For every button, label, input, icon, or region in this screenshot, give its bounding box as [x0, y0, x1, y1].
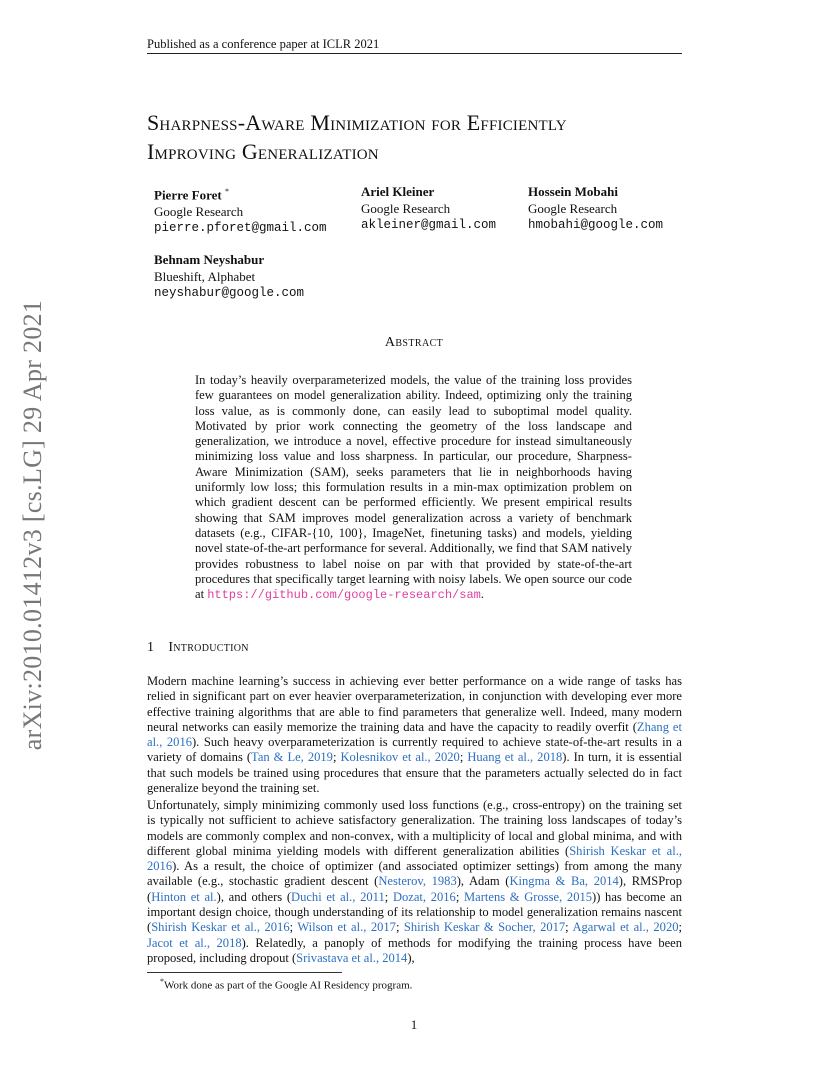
text-run: ; — [459, 750, 468, 765]
author-affiliation: Blueshift, Alphabet — [154, 269, 256, 284]
footnote-text: Work done as part of the Google AI Residency program. — [164, 979, 413, 992]
author-block-mobahi — [528, 183, 663, 234]
section-title: Introduction — [168, 640, 249, 655]
author-name: Ariel Kleiner — [361, 184, 435, 199]
citation-link[interactable]: Dozat, 2016 — [392, 889, 456, 904]
running-header: Published as a conference paper at ICLR 2021 — [147, 37, 380, 51]
arxiv-identifier: arXiv:2010.01412v3 [cs.LG] 29 Apr 2021 — [18, 299, 47, 751]
author-name: Hossein Mobahi — [528, 184, 618, 199]
citation-link[interactable]: Kolesnikov et al., 2020 — [340, 750, 460, 765]
author-block-foret — [154, 183, 327, 237]
intro-paragraph-1 — [147, 674, 682, 796]
text-run: ), Adam ( — [456, 874, 510, 889]
text-run: ; — [455, 889, 464, 904]
author-name: Pierre Foret — [154, 187, 222, 203]
author-email: neyshabur@google.com — [154, 286, 305, 300]
author-email: hmobahi@google.com — [528, 218, 664, 232]
text-run: ). Such heavy overparameterization is currently required to achieve state-of-the-art results in a variety of domains ( — [147, 735, 682, 765]
citation-link[interactable]: Nesterov, 1983 — [378, 874, 457, 889]
citation-link[interactable]: Huang et al., 2018 — [467, 750, 563, 765]
header-rule — [147, 53, 682, 54]
text-run: ; — [678, 920, 682, 935]
intro-paragraph-2 — [147, 798, 682, 966]
abstract-body — [195, 373, 632, 603]
citation-link[interactable]: Kingma & Ba, 2014 — [509, 874, 619, 889]
author-block-kleiner — [361, 183, 496, 234]
text-run: ), — [407, 950, 415, 965]
text-run: Modern machine learning’s success in achieving ever better performance on a wide range of tasks has relied in significant part on ever heavier overparameterization, in conjunction with developing ever more effective training algorithms that are able to find parameters that generalize well. Indeed, many modern neural networks can easily memorize the training data and have the capacity to readily overfit ( — [147, 674, 682, 734]
abstract-heading: Abstract — [384, 335, 444, 350]
text-run: ). In turn, it is essential that such models be trained using procedures that ensure that the parameters actually selected do in fact generalize beyond the training set. — [147, 750, 683, 796]
page-number: 1 — [410, 1017, 418, 1032]
text-run: )) has become an important design choice, though understanding of its relationship to model generalization remains nascent ( — [147, 889, 683, 935]
text-run: ), and others ( — [216, 889, 292, 904]
citation-link[interactable]: Hinton et al. — [151, 889, 217, 904]
title-line-1: Sharpness-Aware Minimization for Efficiently — [147, 110, 567, 135]
section-heading-introduction — [147, 640, 249, 656]
citation-link[interactable]: Shirish Keskar & Socher, 2017 — [403, 920, 566, 935]
text-run: ; — [395, 920, 404, 935]
citation-link[interactable]: Zhang et al., 2016 — [147, 719, 682, 750]
citation-link[interactable]: Srivastava et al., 2014 — [296, 950, 408, 965]
section-number: 1 — [147, 640, 155, 655]
citation-link[interactable]: Martens & Grosse, 2015 — [464, 889, 593, 904]
text-run: ). Relatedly, a panoply of methods for modifying the training process have been proposed, including dropout ( — [147, 935, 682, 965]
footnote-mark: * — [160, 977, 164, 986]
arxiv-sidebar — [16, 290, 50, 760]
citation-link[interactable]: Wilson et al., 2017 — [297, 920, 396, 935]
text-run: ; — [332, 750, 341, 765]
text-run: ; — [384, 889, 393, 904]
abstract-end: . — [480, 587, 484, 602]
citation-link[interactable]: Tan & Le, 2019 — [251, 750, 333, 765]
citation-link[interactable]: Shirish Keskar et al., 2016 — [151, 920, 290, 935]
text-run: ; — [565, 920, 573, 935]
text-run: Unfortunately, simply minimizing commonly used loss functions (e.g., cross-entropy) on the training set is typically not sufficient to achieve satisfactory generalization. The training loss landscapes of today’s models are commonly complex and non-convex, with a multiplicity of local and global minima, and with different global minima yielding models with different generalization abilities ( — [147, 798, 682, 858]
footnote — [160, 977, 412, 992]
footnote-rule — [147, 972, 342, 973]
citation-link[interactable]: Shirish Keskar et al., 2016 — [147, 843, 682, 874]
text-run: ), RMSProp ( — [147, 874, 682, 904]
author-email: pierre.pforet@gmail.com — [154, 221, 327, 236]
paper-title — [147, 108, 707, 166]
citation-link[interactable]: Duchi et al., 2011 — [291, 889, 385, 904]
citation-link[interactable]: Agarwal et al., 2020 — [572, 920, 679, 935]
author-footnote-mark: * — [224, 187, 229, 196]
text-run: ). As a result, the choice of optimizer (and associated optimizer settings) from among the many available (e.g., stochastic gradient descent ( — [147, 859, 682, 889]
title-line-2: Improving Generalization — [147, 139, 379, 164]
author-name: Behnam Neyshabur — [154, 252, 265, 267]
author-affiliation: Google Research — [361, 201, 451, 216]
abstract-text: In today’s heavily overparameterized models, the value of the training loss provides few guarantees on model generalization ability. Indeed, optimizing only the training loss value, as is commonly done, can easily lead to suboptimal model quality. Motivated by prior work connecting the geometry of the loss landscape and generalization, we introduce a novel, effective procedure for instead simultaneously minimizing loss value and loss sharpness. In particular, our procedure, Sharpness-Aware Minimization (SAM), seeks parameters that lie in neighborhoods having uniformly low loss; this formulation results in a min-max optimization problem on which gradient descent can be performed efficiently. We present empirical results showing that SAM improves model generalization across a variety of benchmark datasets (e.g., CIFAR-{10, 100}, ImageNet, finetuning tasks) and models, yielding novel state-of-the-art performance for several. Additionally, we find that SAM natively provides robustness to label noise on par with that provided by state-of-the-art procedures that specifically target learning with noisy labels. We open source our code at — [195, 373, 632, 602]
text-run: ; — [289, 920, 298, 935]
author-block-neyshabur — [154, 251, 304, 302]
citation-link[interactable]: Jacot et al., 2018 — [147, 935, 242, 950]
author-email: akleiner@gmail.com — [361, 218, 497, 232]
code-link[interactable]: https://github.com/google-research/sam — [207, 588, 481, 603]
author-affiliation: Google Research — [528, 201, 618, 216]
author-affiliation: Google Research — [154, 204, 244, 220]
